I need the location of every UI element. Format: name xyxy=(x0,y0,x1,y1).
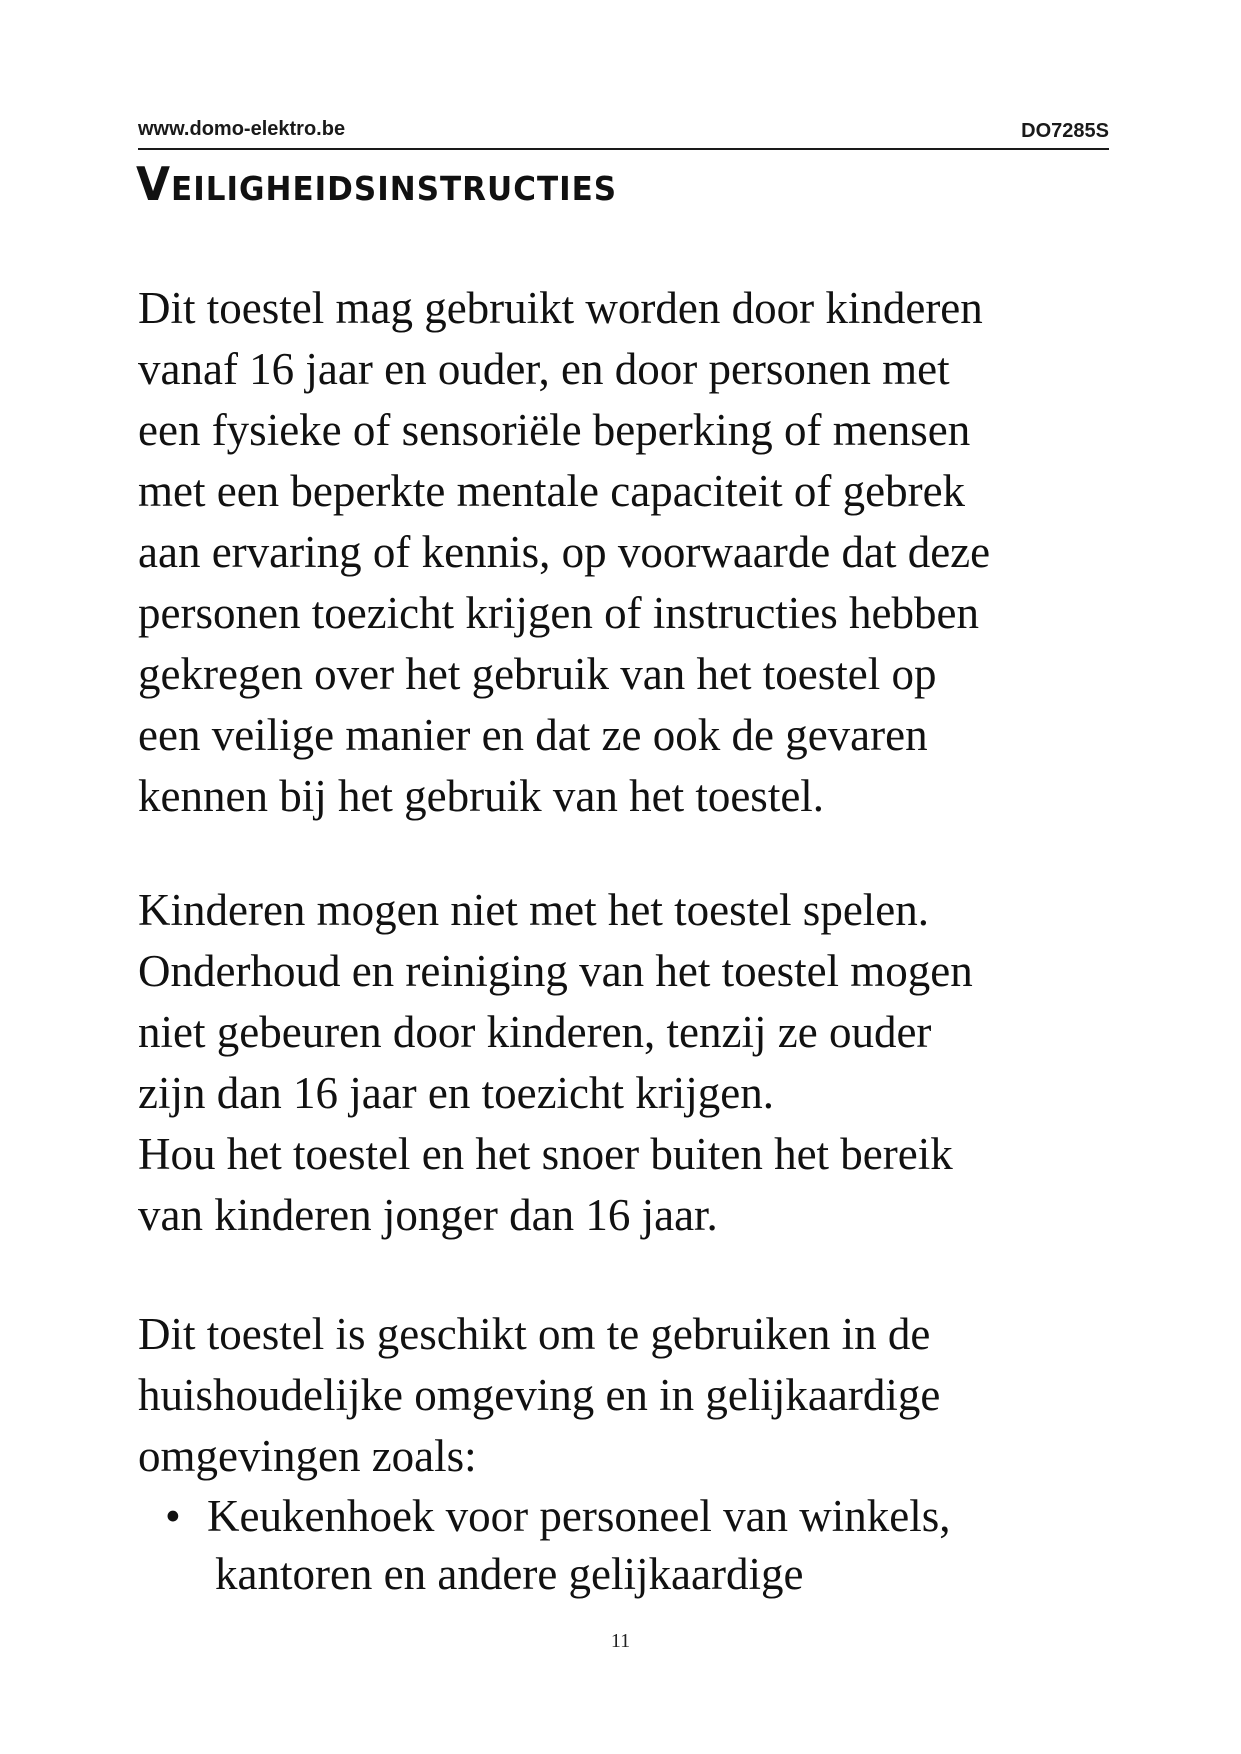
header-url: www.domo-elektro.be xyxy=(138,118,346,140)
bullet-line: kantoren en andere gelijkaardige xyxy=(215,1549,804,1599)
paragraph-household-use xyxy=(138,1304,1128,1487)
paragraph-line: huishoudelijke omgeving en in gelijkaardige xyxy=(138,1370,941,1420)
paragraph-line: met een beperkte mentale capaciteit of gebrek xyxy=(138,466,966,516)
bullet-list-item xyxy=(165,1487,951,1603)
paragraph-children xyxy=(138,880,1128,1246)
paragraph-line: aan ervaring of kennis, op voorwaarde dat deze xyxy=(138,527,991,577)
paragraph-line: een fysieke of sensoriële beperking of mensen xyxy=(138,405,971,455)
paragraph-line: Dit toestel mag gebruikt worden door kinderen xyxy=(138,283,983,333)
paragraph-line: van kinderen jonger dan 16 jaar. xyxy=(138,1190,718,1240)
paragraph-line: zijn dan 16 jaar en toezicht krijgen. xyxy=(138,1068,774,1118)
paragraph-line: Dit toestel is geschikt om te gebruiken in de xyxy=(138,1309,931,1359)
bullet-line: Keukenhoek voor personeel van winkels, xyxy=(207,1491,951,1541)
paragraph-line: Hou het toestel en het snoer buiten het bereik xyxy=(138,1129,953,1179)
paragraph-line: niet gebeuren door kinderen, tenzij ze ouder xyxy=(138,1007,932,1057)
page-title: Veiligheidsinstructies xyxy=(136,158,618,212)
paragraph-line: kennen bij het gebruik van het toestel. xyxy=(138,771,825,821)
paragraph-line: gekregen over het gebruik van het toestel op xyxy=(138,649,937,699)
paragraph-line: vanaf 16 jaar en ouder, en door personen met xyxy=(138,344,950,394)
bullet-icon: • xyxy=(165,1491,181,1541)
page-number: 11 xyxy=(610,1630,631,1652)
paragraph-line: Onderhoud en reiniging van het toestel mogen xyxy=(138,946,973,996)
paragraph-line: personen toezicht krijgen of instructies hebben xyxy=(138,588,979,638)
header-model: DO7285S xyxy=(1021,120,1109,142)
paragraph-line: een veilige manier en dat ze ook de gevaren xyxy=(138,710,928,760)
header-divider xyxy=(138,148,1109,150)
paragraph-line: Kinderen mogen niet met het toestel spelen. xyxy=(138,885,930,935)
paragraph-line: omgevingen zoals: xyxy=(138,1431,477,1481)
paragraph-age-restriction xyxy=(138,278,1128,827)
